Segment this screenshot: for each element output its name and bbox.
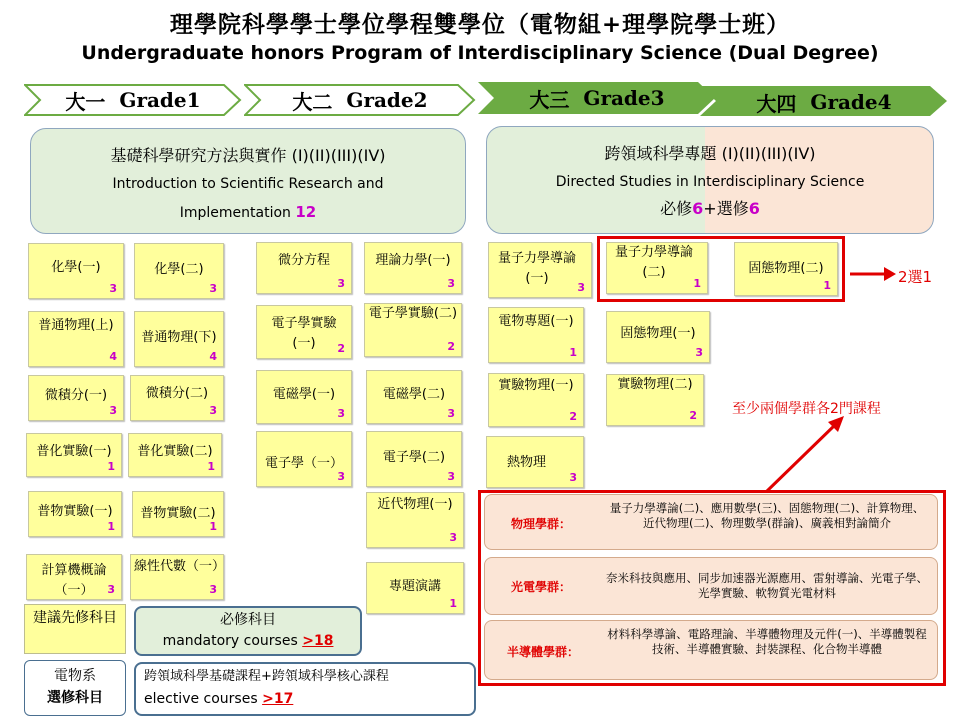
course-box bbox=[256, 242, 352, 294]
grade2-en: Grade2 bbox=[346, 88, 428, 112]
group-courses: 奈米科技與應用、同步加速器光源應用、雷射導論、光電子學、光學實驗、軟物質光電材料 bbox=[606, 571, 928, 600]
intro-en-line1: Introduction to Scientific Research and bbox=[112, 176, 384, 192]
grade3-arrow bbox=[478, 82, 716, 114]
course-name: 熱物理 bbox=[506, 455, 546, 470]
intro-title-roman: (I)(II)(III)(IV) bbox=[286, 146, 386, 165]
grade1-en: Grade1 bbox=[119, 88, 201, 112]
course-box bbox=[606, 311, 710, 363]
course-name: 電物專題(一) bbox=[498, 314, 574, 329]
course-name: 微積分(二) bbox=[145, 386, 209, 401]
directed-studies-box bbox=[486, 126, 934, 234]
course-box bbox=[28, 375, 124, 421]
grade4-en: Grade4 bbox=[810, 90, 892, 114]
directed-req-credit: 6 bbox=[692, 199, 704, 218]
grade2-label bbox=[244, 84, 476, 116]
course-name: 電磁學(一) bbox=[272, 387, 336, 402]
course-box bbox=[256, 305, 352, 359]
course-box bbox=[488, 373, 584, 427]
course-box bbox=[606, 374, 704, 426]
course-box bbox=[132, 491, 224, 537]
grade3-en: Grade3 bbox=[583, 86, 665, 110]
course-name: 普通物理(下) bbox=[141, 330, 217, 345]
course-name: 普物實驗(二) bbox=[140, 506, 216, 521]
grade1-arrow bbox=[24, 84, 242, 116]
course-name: 專題演講 bbox=[388, 579, 441, 594]
grade1-label bbox=[24, 84, 242, 116]
course-box bbox=[128, 433, 222, 477]
course-name: 實驗物理(二) bbox=[617, 377, 693, 392]
group-courses: 量子力學導論(二)、應用數學(三)、固態物理(二)、計算物理、近代物理(二)、物理數學(群論)、廣義相對論簡介 bbox=[609, 501, 925, 530]
course-box bbox=[256, 370, 352, 424]
course-credit: 3 bbox=[569, 471, 577, 484]
course-box bbox=[364, 242, 462, 294]
grade2-zh: 大二 bbox=[292, 89, 333, 114]
legend-mandatory-zh: 必修科目 bbox=[220, 612, 276, 628]
group-name: 半導體學群： bbox=[507, 645, 580, 659]
legend-mandatory-en-line bbox=[136, 631, 360, 652]
intro-title bbox=[31, 143, 465, 166]
legend-elective-min: >17 bbox=[262, 691, 294, 707]
course-credit: 3 bbox=[209, 282, 217, 295]
legend-mandatory-min: >18 bbox=[302, 633, 334, 649]
legend-dept-elective bbox=[24, 660, 126, 716]
choose-one-note: 2選1 bbox=[898, 268, 933, 286]
course-credit: 1 bbox=[449, 597, 457, 610]
directed-title bbox=[487, 141, 933, 164]
course-credit: 1 bbox=[107, 520, 115, 533]
course-credit: 1 bbox=[207, 460, 215, 473]
intro-en-line2 bbox=[31, 198, 465, 227]
course-credit: 3 bbox=[447, 407, 455, 420]
course-name: 計算機概論（一） bbox=[41, 563, 107, 598]
directed-credits bbox=[487, 196, 933, 219]
course-box bbox=[606, 242, 708, 294]
course-credit: 3 bbox=[337, 470, 345, 483]
course-box bbox=[734, 242, 838, 296]
group-physics bbox=[484, 494, 938, 550]
course-credit: 3 bbox=[107, 583, 115, 596]
course-name: 電子學(二) bbox=[382, 450, 446, 465]
course-box bbox=[366, 431, 462, 487]
group-courses: 材料科學導論、電路理論、半導體物理及元件(一)、半導體製程技術、半導體實驗、封裝課程、化合物半導體 bbox=[607, 627, 927, 656]
course-box bbox=[26, 554, 122, 600]
course-box bbox=[364, 303, 462, 357]
intro-research-box bbox=[30, 128, 466, 234]
course-credit: 2 bbox=[569, 410, 577, 423]
intro-en-text: Implementation bbox=[179, 205, 291, 221]
legend-elective-zh: 跨領域科學基礎課程+跨領域科學核心課程 bbox=[144, 669, 389, 684]
course-box bbox=[134, 243, 224, 299]
directed-plus: + bbox=[703, 199, 717, 218]
course-box bbox=[134, 311, 224, 367]
course-box bbox=[28, 243, 124, 299]
grade4-label bbox=[700, 86, 948, 118]
group-semiconductor bbox=[484, 620, 938, 680]
grade4-zh: 大四 bbox=[756, 91, 797, 116]
at-least-arrow bbox=[760, 410, 860, 498]
course-name: 量子力學導論(二) bbox=[614, 245, 693, 280]
course-box bbox=[28, 491, 122, 537]
course-box bbox=[486, 436, 584, 488]
group-optoelectronics bbox=[484, 557, 938, 615]
directed-title-zh: 跨領域科學專題 bbox=[604, 144, 717, 163]
course-credit: 3 bbox=[209, 404, 217, 417]
course-box bbox=[256, 431, 352, 487]
directed-req-label: 必修 bbox=[660, 199, 693, 218]
course-name: 理論力學(一) bbox=[375, 253, 451, 268]
intro-credit: 12 bbox=[295, 203, 317, 221]
course-credit: 2 bbox=[337, 342, 345, 355]
course-credit: 3 bbox=[449, 531, 457, 544]
title-english: Undergraduate honors Program of Interdisciplinary Science (Dual Degree) bbox=[81, 42, 879, 64]
title-chinese: 理學院科學學士學位學程雙學位（電物組+理學院學士班） bbox=[169, 12, 791, 38]
course-credit: 4 bbox=[109, 350, 117, 363]
choose-one-arrow bbox=[848, 264, 898, 284]
course-name: 固態物理(一) bbox=[620, 326, 696, 341]
course-credit: 3 bbox=[337, 277, 345, 290]
legend-dept-zh2: 選修科目 bbox=[47, 690, 103, 706]
course-name: 線性代數（一） bbox=[134, 559, 226, 574]
course-credit: 4 bbox=[209, 350, 217, 363]
grade3-label bbox=[478, 82, 716, 114]
at-least-note: 至少兩個學群各2門課程 bbox=[732, 401, 881, 417]
course-credit: 1 bbox=[107, 460, 115, 473]
course-name: 電子學實驗(二) bbox=[368, 306, 458, 321]
course-credit: 3 bbox=[209, 583, 217, 596]
course-name: 電磁學(二) bbox=[382, 387, 446, 402]
group-name: 物理學群： bbox=[511, 517, 572, 531]
course-name: 微分方程 bbox=[277, 253, 330, 268]
course-name: 微積分(一) bbox=[44, 388, 108, 403]
course-credit: 3 bbox=[695, 346, 703, 359]
course-box bbox=[130, 554, 224, 600]
course-name: 近代物理(一) bbox=[377, 497, 453, 512]
grade4-arrow bbox=[700, 86, 948, 118]
directed-en: Directed Studies in Interdisciplinary Science bbox=[555, 174, 865, 190]
course-box bbox=[366, 370, 462, 424]
course-name: 固態物理(二) bbox=[748, 261, 824, 276]
course-credit: 1 bbox=[569, 346, 577, 359]
course-name: 實驗物理(一) bbox=[498, 378, 574, 393]
legend-elective-en-line bbox=[144, 688, 474, 710]
course-credit: 3 bbox=[447, 277, 455, 290]
group-name: 光電學群： bbox=[511, 580, 572, 594]
course-name: 電子學實驗(一) bbox=[271, 316, 337, 351]
course-credit: 1 bbox=[693, 277, 701, 290]
course-box bbox=[130, 375, 224, 421]
course-credit: 3 bbox=[447, 470, 455, 483]
course-box bbox=[366, 562, 464, 614]
course-box bbox=[26, 433, 122, 477]
course-name: 普化實驗(一) bbox=[36, 444, 112, 459]
course-credit: 3 bbox=[109, 404, 117, 417]
course-credit: 3 bbox=[577, 281, 585, 294]
course-name: 電子學（一） bbox=[264, 456, 343, 471]
course-box bbox=[366, 492, 464, 548]
legend-mandatory bbox=[134, 606, 362, 656]
directed-elec-label: 選修 bbox=[716, 199, 749, 218]
grade3-zh: 大三 bbox=[529, 87, 570, 112]
legend-elective bbox=[134, 662, 476, 716]
course-box bbox=[488, 307, 584, 363]
course-name: 普物實驗(一) bbox=[37, 504, 113, 519]
course-name: 量子力學導論(一) bbox=[497, 251, 576, 286]
course-name: 普化實驗(二) bbox=[137, 444, 213, 459]
course-credit: 3 bbox=[109, 282, 117, 295]
course-credit: 3 bbox=[337, 407, 345, 420]
directed-title-roman: (I)(II)(III)(IV) bbox=[716, 144, 816, 163]
course-credit: 1 bbox=[209, 520, 217, 533]
intro-title-zh: 基礎科學研究方法與實作 bbox=[110, 146, 287, 165]
course-box bbox=[28, 311, 124, 367]
grade1-zh: 大一 bbox=[65, 89, 106, 114]
course-credit: 1 bbox=[823, 279, 831, 292]
course-name: 普通物理(上) bbox=[38, 318, 114, 333]
course-box bbox=[488, 242, 592, 298]
legend-mandatory-en: mandatory courses bbox=[162, 633, 298, 649]
directed-elec-credit: 6 bbox=[748, 199, 760, 218]
legend-dept-zh1: 電物系 bbox=[54, 668, 96, 684]
course-credit: 2 bbox=[689, 409, 697, 422]
course-credit: 2 bbox=[447, 340, 455, 353]
grade2-arrow bbox=[244, 84, 476, 116]
course-name: 化學(二) bbox=[154, 262, 204, 277]
course-name: 化學(一) bbox=[51, 260, 101, 275]
legend-elective-en: elective courses bbox=[144, 691, 258, 707]
legend-suggested: 建議先修科目 bbox=[24, 604, 126, 654]
